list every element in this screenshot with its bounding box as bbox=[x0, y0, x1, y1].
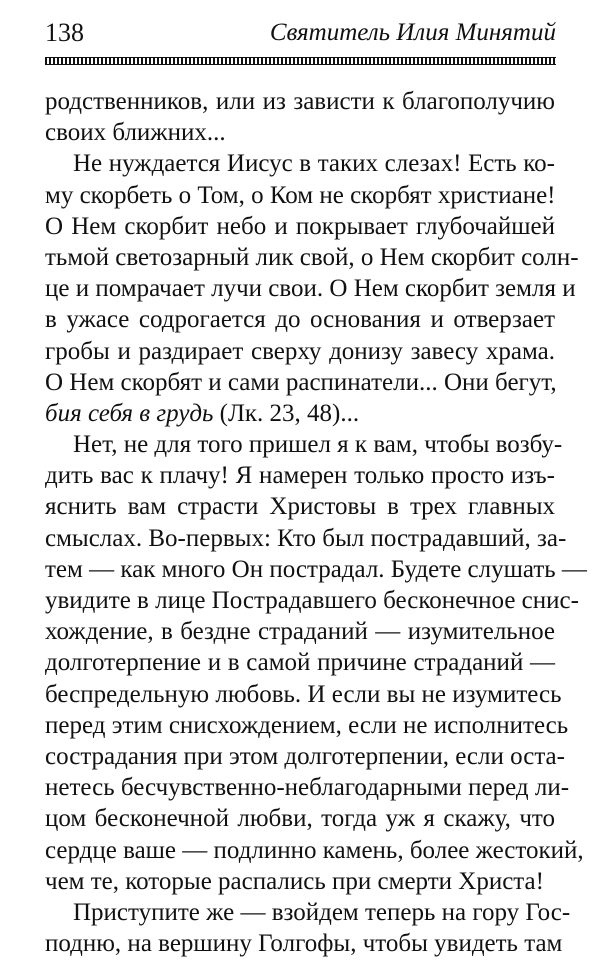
scripture-reference: (Лк. 23, 48)... bbox=[213, 399, 360, 427]
text-line: смыслах. Во-первых: Кто был пострадавший, за- bbox=[45, 524, 567, 552]
text-line: увидите в лице Пострадавшего бесконечное снис- bbox=[45, 587, 579, 614]
text-line: Приступите же — взойдем теперь на гору Гос- bbox=[73, 898, 571, 926]
text-line: яснить вам страсти Христовы в трех главных bbox=[45, 493, 555, 521]
text-line: дить вас к плачу! Я намерен только просто изъ- bbox=[45, 462, 555, 490]
text-line: перед этим снисхождением, если не исполнитесь bbox=[45, 711, 569, 739]
text-line: цом бесконечной любви, тогда уж я скажу, что bbox=[45, 805, 555, 833]
text-line: тьмой светозарный лик свой, о Нем скорбит солн- bbox=[45, 243, 579, 271]
text-line: нетесь бесчувственно-неблагодарными перед ли- bbox=[45, 774, 570, 802]
text-line: подню, на вершину Голгофы, чтобы увидеть там bbox=[45, 930, 563, 958]
text-line: Нет, не для того пришел я к вам, чтобы возбу- bbox=[73, 431, 563, 459]
text-line: тем — как много Он пострадал. Будете слушать — bbox=[45, 555, 587, 583]
text-line: своих ближних... bbox=[45, 119, 226, 147]
text-line: в ужасе содрогается до основания и отверзает bbox=[45, 306, 555, 334]
text-line: родственников, или из зависти к благополучию bbox=[45, 88, 555, 115]
text-line: О Нем скорбит небо и покрывает глубочайшей bbox=[45, 212, 555, 240]
text-line: хождение, в бездне страданий — изумительное bbox=[45, 618, 555, 646]
body-text bbox=[45, 86, 587, 959]
page-number: 138 bbox=[45, 18, 84, 47]
running-title: Святитель Илия Минятий bbox=[269, 19, 556, 46]
text-line: Не нуждается Иисус в таких слезах! Есть ко- bbox=[73, 150, 555, 178]
header-ornamental-rule bbox=[45, 57, 556, 65]
text-line: сердце ваше — подлинно камень, более жестокий, bbox=[45, 836, 584, 864]
text-line: це и помрачает лучи свои. О Нем скорбит земля и bbox=[45, 275, 576, 303]
page-header bbox=[45, 14, 556, 50]
text-line: беспредельную любовь. И если вы не изумитесь bbox=[45, 680, 562, 708]
text-line: долготерпение и в самой причине страданий — bbox=[45, 649, 555, 677]
text-line: гробы и раздирает сверху донизу завесу храма. bbox=[45, 337, 555, 365]
scripture-quote: бия себя в грудь bbox=[45, 399, 214, 427]
text-line: му скорбеть о Том, о Ком не скорбят христиане! bbox=[45, 181, 556, 209]
text-line: чем те, которые распались при смерти Христа! bbox=[45, 867, 544, 895]
text-line: О Нем скорбят и сами распинатели... Они бегут, bbox=[45, 368, 557, 396]
text-line bbox=[45, 398, 555, 429]
text-line: сострадания при этом долготерпении, если оста- bbox=[45, 742, 565, 770]
